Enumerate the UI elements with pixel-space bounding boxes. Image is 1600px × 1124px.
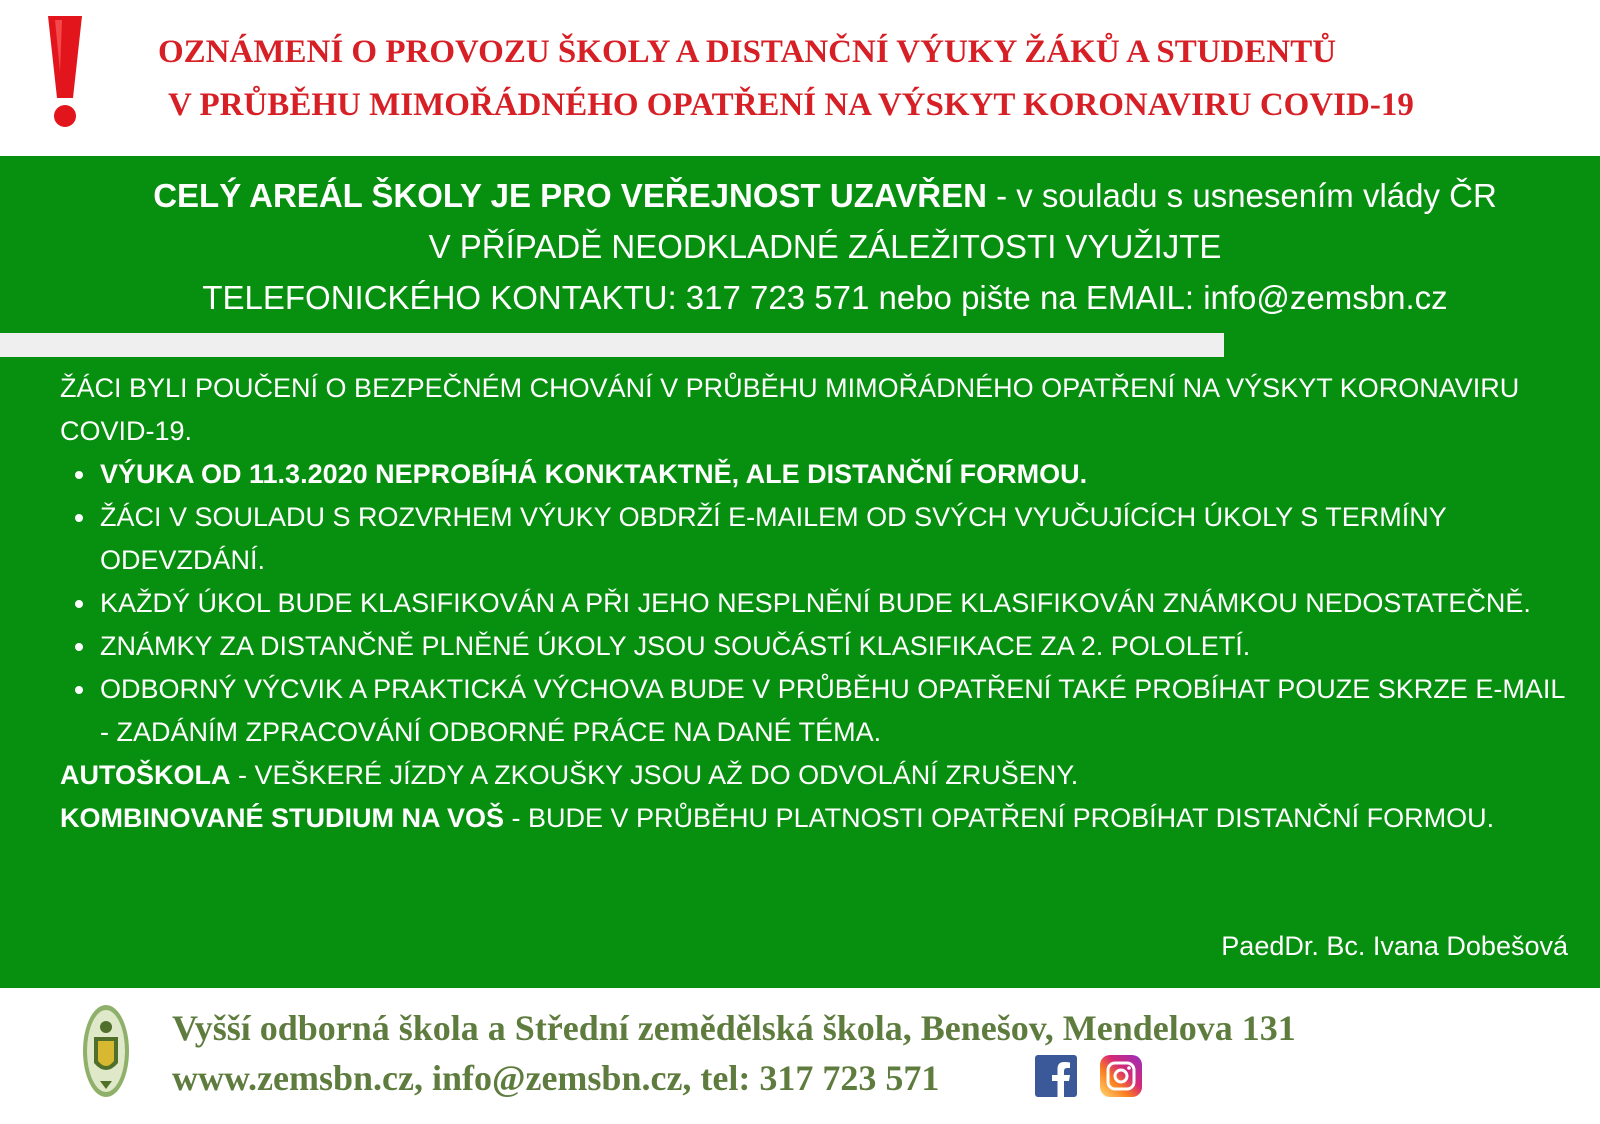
title-line-1: OZNÁMENÍ O PROVOZU ŠKOLY A DISTANČNÍ VÝUKY ŽÁKŮ A STUDENTŮ [158,34,1337,70]
school-emblem-icon [82,1003,130,1099]
autoskola-rest: - VEŠKERÉ JÍZDY A ZKOUŠKY JSOU AŽ DO ODVOLÁNÍ ZRUŠENY. [230,760,1079,790]
list-item: • ŽÁCI V SOULADU S ROZVRHEM VÝUKY OBDRŽÍ E-MAILEM OD SVÝCH VYUČUJÍCÍCH ÚKOLY S TERMÍNY ODEVZDÁNÍ. [98,496,1570,582]
closure-line [60,170,1590,221]
closure-bold: CELÝ AREÁL ŠKOLY JE PRO VEŘEJNOST UZAVŘEN [153,177,987,214]
measures-list [60,453,1570,754]
school-name: Vyšší odborná škola a Střední zemědělská škola, Benešov, Mendelova 131 [172,1008,1296,1048]
urgent-line: V PŘÍPADĚ NEODKLADNÉ ZÁLEŽITOSTI VYUŽIJTE [428,228,1222,265]
vos-text [60,797,1570,840]
facebook-icon[interactable] [1035,1055,1077,1097]
closure-rest: - v souladu s usnesením vlády ČR [986,177,1497,214]
vos-bold: KOMBINOVANÉ STUDIUM NA VOŠ [60,803,505,833]
contact-line: TELEFONICKÉHO KONTAKTU: 317 723 571 nebo pište na EMAIL: info@zemsbn.cz [202,279,1448,316]
autoskola-text [60,754,1570,797]
signature: PaedDr. Bc. Ivana Dobešová [1221,931,1568,961]
school-contacts: www.zemsbn.cz, info@zemsbn.cz, tel: 317 723 571 [172,1058,940,1098]
closure-notice [60,170,1590,323]
list-item: • ZNÁMKY ZA DISTANČNĚ PLNĚNÉ ÚKOLY JSOU SOUČÁSTÍ KLASIFIKACE ZA 2. POLOLETÍ. [98,625,1570,668]
announcement-title [150,26,1580,132]
list-item [98,453,1570,496]
title-line-2: V PRŮBĚHU MIMOŘÁDNÉHO OPATŘENÍ NA VÝSKYT KORONAVIRU COVID-19 [168,87,1414,123]
autoskola-bold: AUTOŠKOLA [60,760,231,790]
list-item-bold: VÝUKA OD 11.3.2020 NEPROBÍHÁ KONKTAKTNĚ, ALE DISTANČNÍ FORMOU. [100,459,1088,489]
notice-body [60,367,1570,840]
exclamation-icon [40,12,90,132]
list-item: • KAŽDÝ ÚKOL BUDE KLASIFIKOVÁN A PŘI JEHO NESPLNĚNÍ BUDE KLASIFIKOVÁN ZNÁMKOU NEDOSTATEČNĚ. [98,582,1570,625]
list-item: • ODBORNÝ VÝCVIK A PRAKTICKÁ VÝCHOVA BUDE V PRŮBĚHU OPATŘENÍ TAKÉ PROBÍHAT POUZE SKRZE E-MAIL - ZADÁNÍM ZPRACOVÁNÍ ODBORNÉ PRÁCE NA DANÉ TÉMA. [98,668,1570,754]
divider-bar [0,333,1224,357]
intro-text: ŽÁCI BYLI POUČENÍ O BEZPEČNÉM CHOVÁNÍ V PRŮBĚHU MIMOŘÁDNÉHO OPATŘENÍ NA VÝSKYT KORONAVIRU COVID-19. [60,373,1520,446]
vos-rest: - BUDE V PRŮBĚHU PLATNOSTI OPATŘENÍ PROBÍHAT DISTANČNÍ FORMOU. [504,803,1495,833]
instagram-icon[interactable] [1100,1055,1142,1097]
